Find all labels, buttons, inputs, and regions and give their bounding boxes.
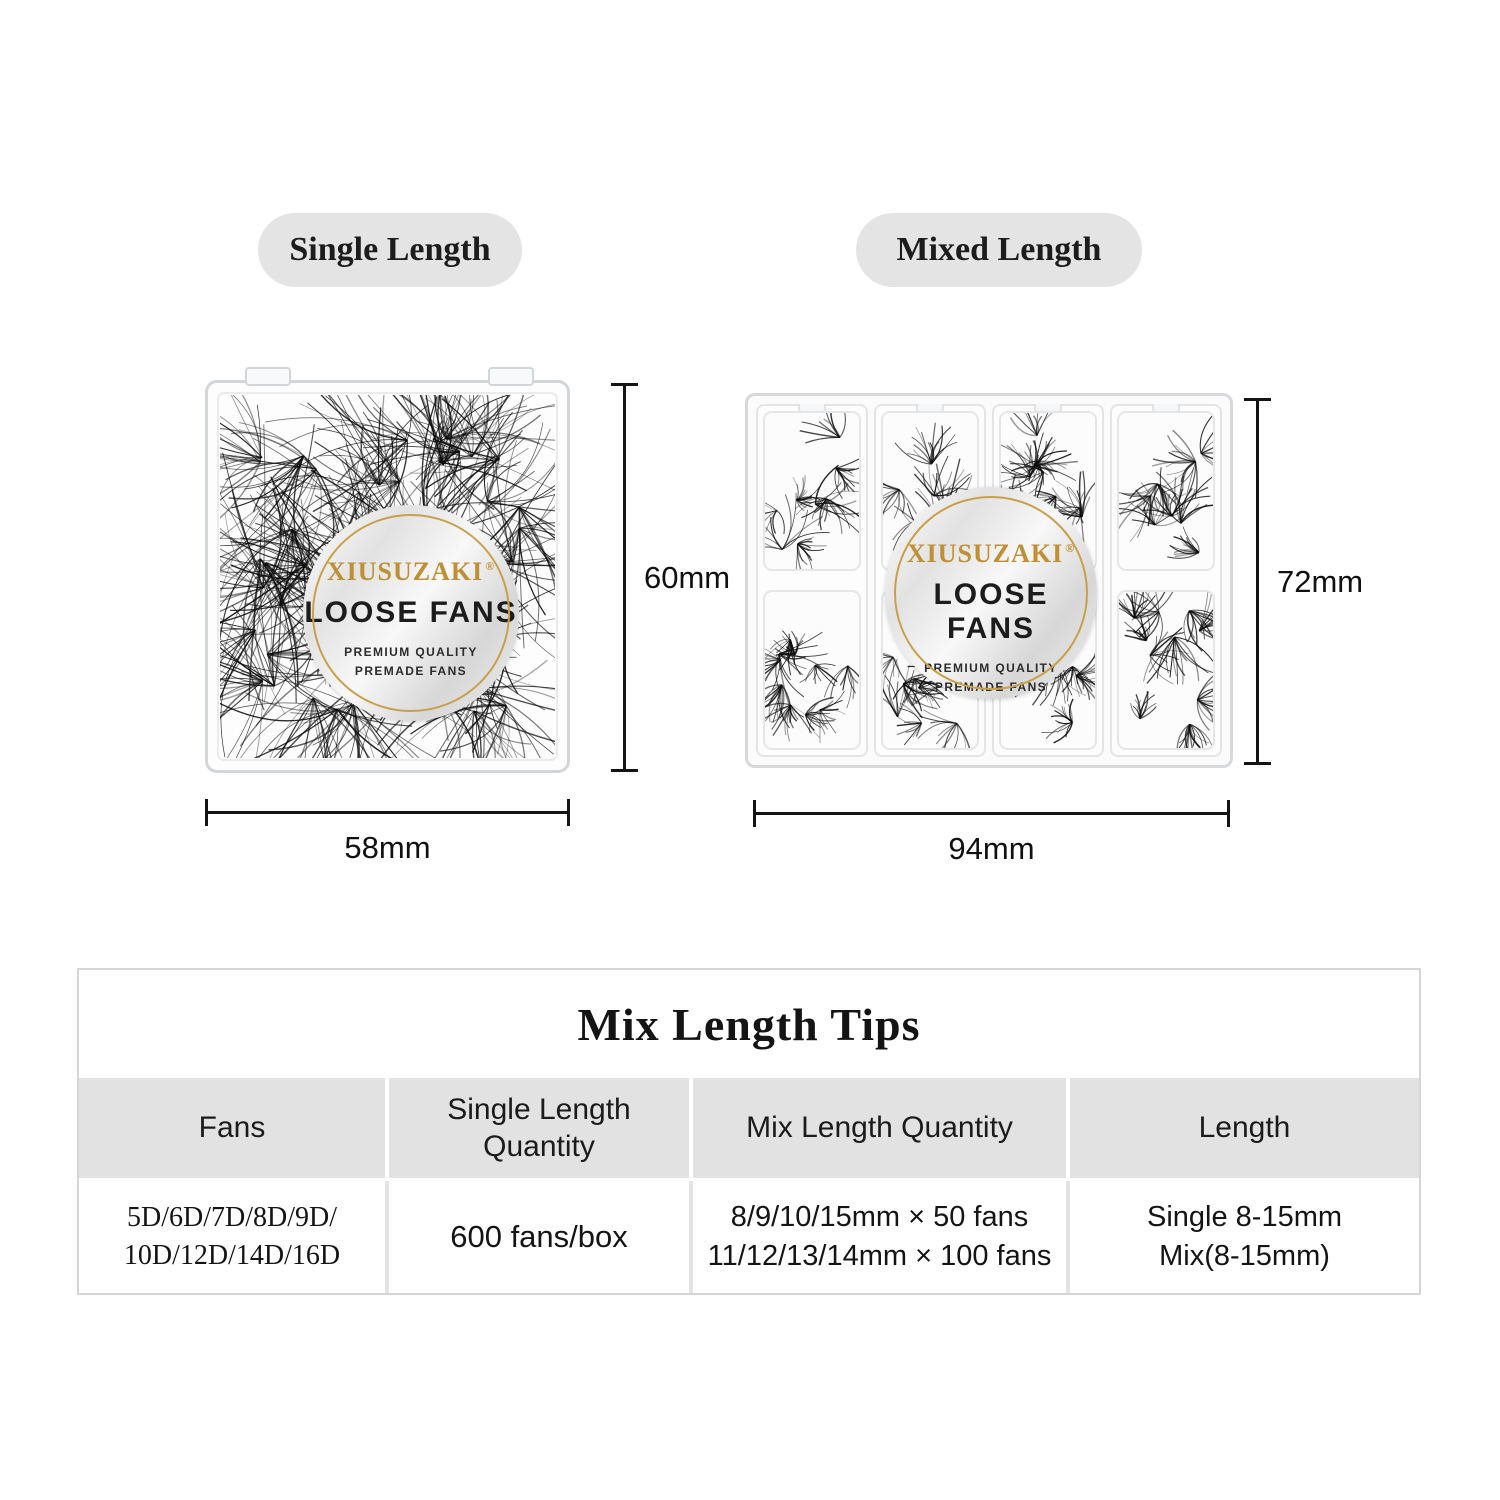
dimension-line — [1256, 398, 1259, 765]
dimension-cap — [1244, 398, 1271, 401]
dimension-value: 72mm — [1277, 563, 1364, 599]
dimension-value: 58mm — [344, 830, 431, 865]
subtitle-line1: PREMIUM QUALITY — [924, 661, 1058, 675]
dimension-cap — [611, 383, 638, 386]
gold-ring — [894, 496, 1088, 690]
table-title: Mix Length Tips — [577, 998, 921, 1050]
cell-single-length-quantity: 600 fans/box — [389, 1181, 689, 1293]
length-line2: Mix(8-15mm) — [1159, 1240, 1330, 1272]
lash-compartment — [763, 590, 861, 750]
brand-seal — [885, 487, 1097, 699]
registered-mark: ® — [1065, 541, 1076, 556]
compartment-strip — [756, 404, 868, 757]
compartment-strip — [1110, 404, 1222, 757]
box-hinge — [488, 367, 534, 386]
dimension-cap — [753, 800, 756, 827]
registered-mark: ® — [485, 559, 496, 574]
single-length-pill — [258, 213, 522, 287]
lash-compartment — [1117, 590, 1215, 750]
dimension-cap — [567, 799, 570, 826]
dimension-cap — [1227, 800, 1230, 827]
cell-mix-length-quantity — [693, 1181, 1066, 1293]
dimension-single-height — [611, 383, 731, 772]
single-length-box-photo — [205, 380, 570, 773]
dimension-cap — [205, 799, 208, 826]
dimension-mixed-width — [753, 800, 1230, 866]
subtitle-line1: PREMIUM QUALITY — [344, 645, 478, 659]
mixed-length-label: Mixed Length — [896, 231, 1102, 268]
mix-qty-line1: 8/9/10/15mm × 50 fans — [730, 1200, 1029, 1233]
table-data-row — [79, 1181, 1419, 1293]
dimension-value: 60mm — [644, 559, 731, 595]
dimension-single-width — [205, 799, 570, 865]
lash-compartment — [763, 411, 861, 571]
header-length: Length — [1070, 1078, 1419, 1178]
dimension-cap — [1244, 762, 1271, 765]
box-hinge — [245, 367, 291, 386]
product-name: LOOSE FANS — [933, 578, 1049, 645]
length-line1: Single 8-15mm — [1146, 1200, 1343, 1233]
dimension-mixed-height — [1244, 398, 1364, 765]
subtitle-line2: PREMADE FANS — [934, 679, 1048, 694]
brand-text: XIUSUZAKI — [326, 557, 484, 586]
dimension-line — [623, 383, 626, 772]
dimension-value: 94mm — [948, 831, 1035, 866]
dimension-cap — [611, 769, 638, 772]
dimension-line — [753, 812, 1230, 815]
header-fans: Fans — [79, 1078, 385, 1178]
fans-line1: 5D/6D/7D/8D/9D/ — [127, 1202, 337, 1234]
fans-line2: 10D/12D/14D/16D — [123, 1240, 341, 1271]
dimension-line — [205, 811, 570, 814]
table-header-row — [79, 1078, 1419, 1178]
header-single-length-quantity: Single Length Quantity — [389, 1078, 689, 1178]
mixed-length-box-photo — [745, 393, 1233, 768]
lash-compartment — [1117, 411, 1215, 571]
cell-fans — [79, 1181, 385, 1293]
single-length-label: Single Length — [289, 231, 491, 268]
cell-length — [1070, 1181, 1419, 1293]
gold-ring — [312, 514, 510, 712]
mixed-length-pill — [856, 213, 1142, 287]
brand-seal — [303, 505, 519, 721]
brand-text: XIUSUZAKI — [906, 539, 1064, 568]
header-mix-length-quantity: Mix Length Quantity — [693, 1078, 1066, 1178]
product-name: LOOSE FANS — [304, 596, 518, 629]
mix-length-tips-table — [77, 968, 1421, 1295]
subtitle-line2: PREMADE FANS — [354, 663, 468, 678]
mix-qty-line2: 11/12/13/14mm × 100 fans — [707, 1240, 1052, 1272]
